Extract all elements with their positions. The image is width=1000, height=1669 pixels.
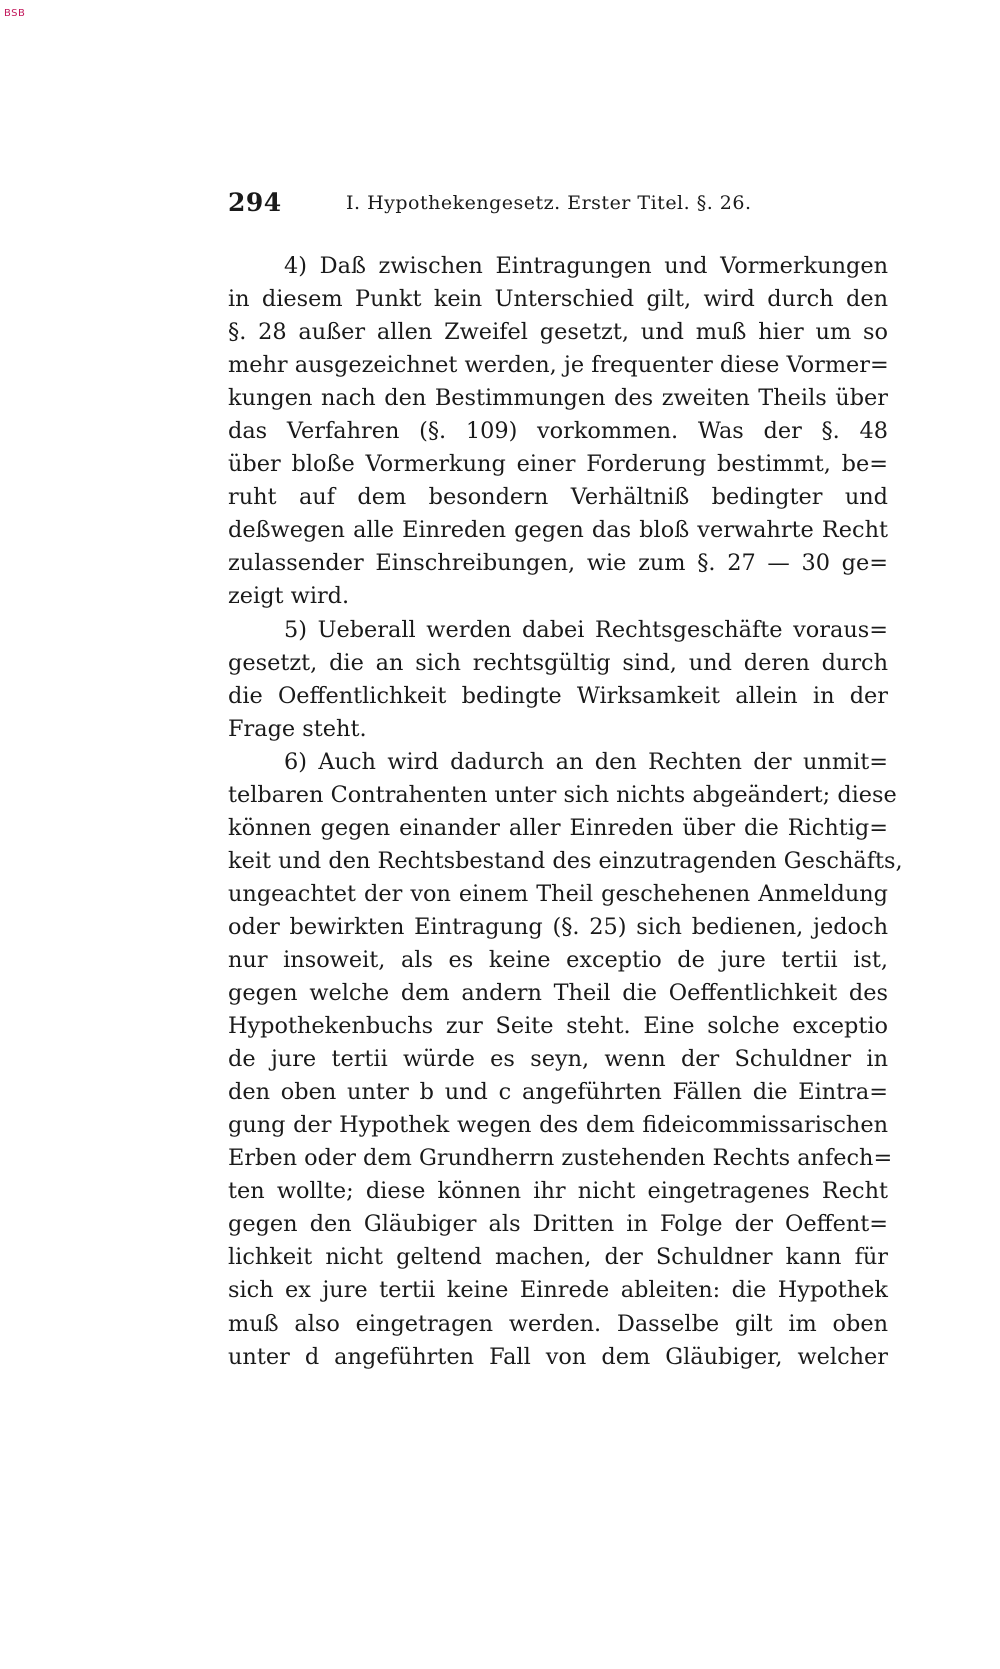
body-text — [228, 250, 903, 1374]
text-line: über bloße Vormerkung einer Forderung bestimmt, be= — [228, 451, 888, 478]
text-line: 5) Ueberall werden dabei Rechtsgeschäfte voraus= — [284, 616, 888, 643]
library-mark: BSB — [4, 8, 26, 19]
text-line: 4) Daß zwischen Eintragungen und Vormerkungen — [284, 253, 888, 279]
text-line: muß also eingetragen werden. Dasselbe gilt im oben — [228, 1310, 888, 1337]
text-line: den oben unter b und c angeführten Fällen die Eintra= — [228, 1079, 888, 1106]
text-line: de jure tertii würde es seyn, wenn der Schuldner in — [228, 1046, 888, 1073]
text-line: nur insoweit, als es keine exceptio de jure tertii ist, — [228, 946, 888, 973]
text-line: gegen den Gläubiger als Dritten in Folge der Oeffent= — [228, 1211, 888, 1238]
text-line: ruht auf dem besondern Verhältniß bedingter und — [228, 484, 888, 511]
text-line: zeigt wird. — [228, 583, 350, 610]
text-line: die Oeffentlichkeit bedingte Wirksamkeit allein in der — [228, 682, 888, 709]
text-line: zulassender Einschreibungen, wie zum §. 27 — 30 ge= — [228, 550, 888, 577]
text-line: das Verfahren (§. 109) vorkommen. Was der §. 48 — [228, 418, 888, 445]
text-line: unter d angeführten Fall von dem Gläubiger, welcher — [228, 1343, 888, 1370]
text-line: oder bewirkten Eintragung (§. 25) sich bedienen, jedoch — [228, 913, 888, 940]
text-line: telbaren Contrahenten unter sich nichts abgeändert; diese — [228, 781, 897, 808]
running-head: I. Hypothekengesetz. Erster Titel. §. 26. — [346, 192, 752, 214]
text-line: deßwegen alle Einreden gegen das bloß verwahrte Recht — [228, 517, 888, 544]
text-line: §. 28 außer allen Zweifel gesetzt, und muß hier um so — [228, 319, 888, 346]
page-number: 294 — [228, 188, 282, 217]
text-line: keit und den Rechtsbestand des einzutragenden Geschäfts, — [228, 847, 903, 874]
text-line: mehr ausgezeichnet werden, je frequenter diese Vormer= — [228, 352, 889, 379]
page-header — [228, 188, 788, 228]
text-line: gesetzt, die an sich rechtsgültig sind, und deren durch — [228, 649, 888, 676]
text-line: Frage steht. — [228, 715, 367, 742]
text-line: Erben oder dem Grundherrn zustehenden Rechts anfech= — [228, 1145, 893, 1172]
text-line: ungeachtet der von einem Theil geschehenen Anmeldung — [228, 880, 888, 907]
text-line: können gegen einander aller Einreden über die Richtig= — [228, 814, 888, 841]
text-line: gegen welche dem andern Theil die Oeffentlichkeit des — [228, 980, 888, 1007]
text-line: ten wollte; diese können ihr nicht eingetragenes Recht — [228, 1178, 888, 1205]
text-line: gung der Hypothek wegen des dem fideicommissarischen — [228, 1112, 888, 1139]
text-line: 6) Auch wird dadurch an den Rechten der unmit= — [284, 748, 888, 775]
text-line: sich ex jure tertii keine Einrede ableiten: die Hypothek — [228, 1277, 888, 1304]
text-line: in diesem Punkt kein Unterschied gilt, wird durch den — [228, 286, 888, 313]
text-line: kungen nach den Bestimmungen des zweiten Theils über — [228, 385, 888, 412]
text-line: Hypothekenbuchs zur Seite steht. Eine solche exceptio — [228, 1013, 888, 1040]
text-line: lichkeit nicht geltend machen, der Schuldner kann für — [228, 1244, 888, 1271]
